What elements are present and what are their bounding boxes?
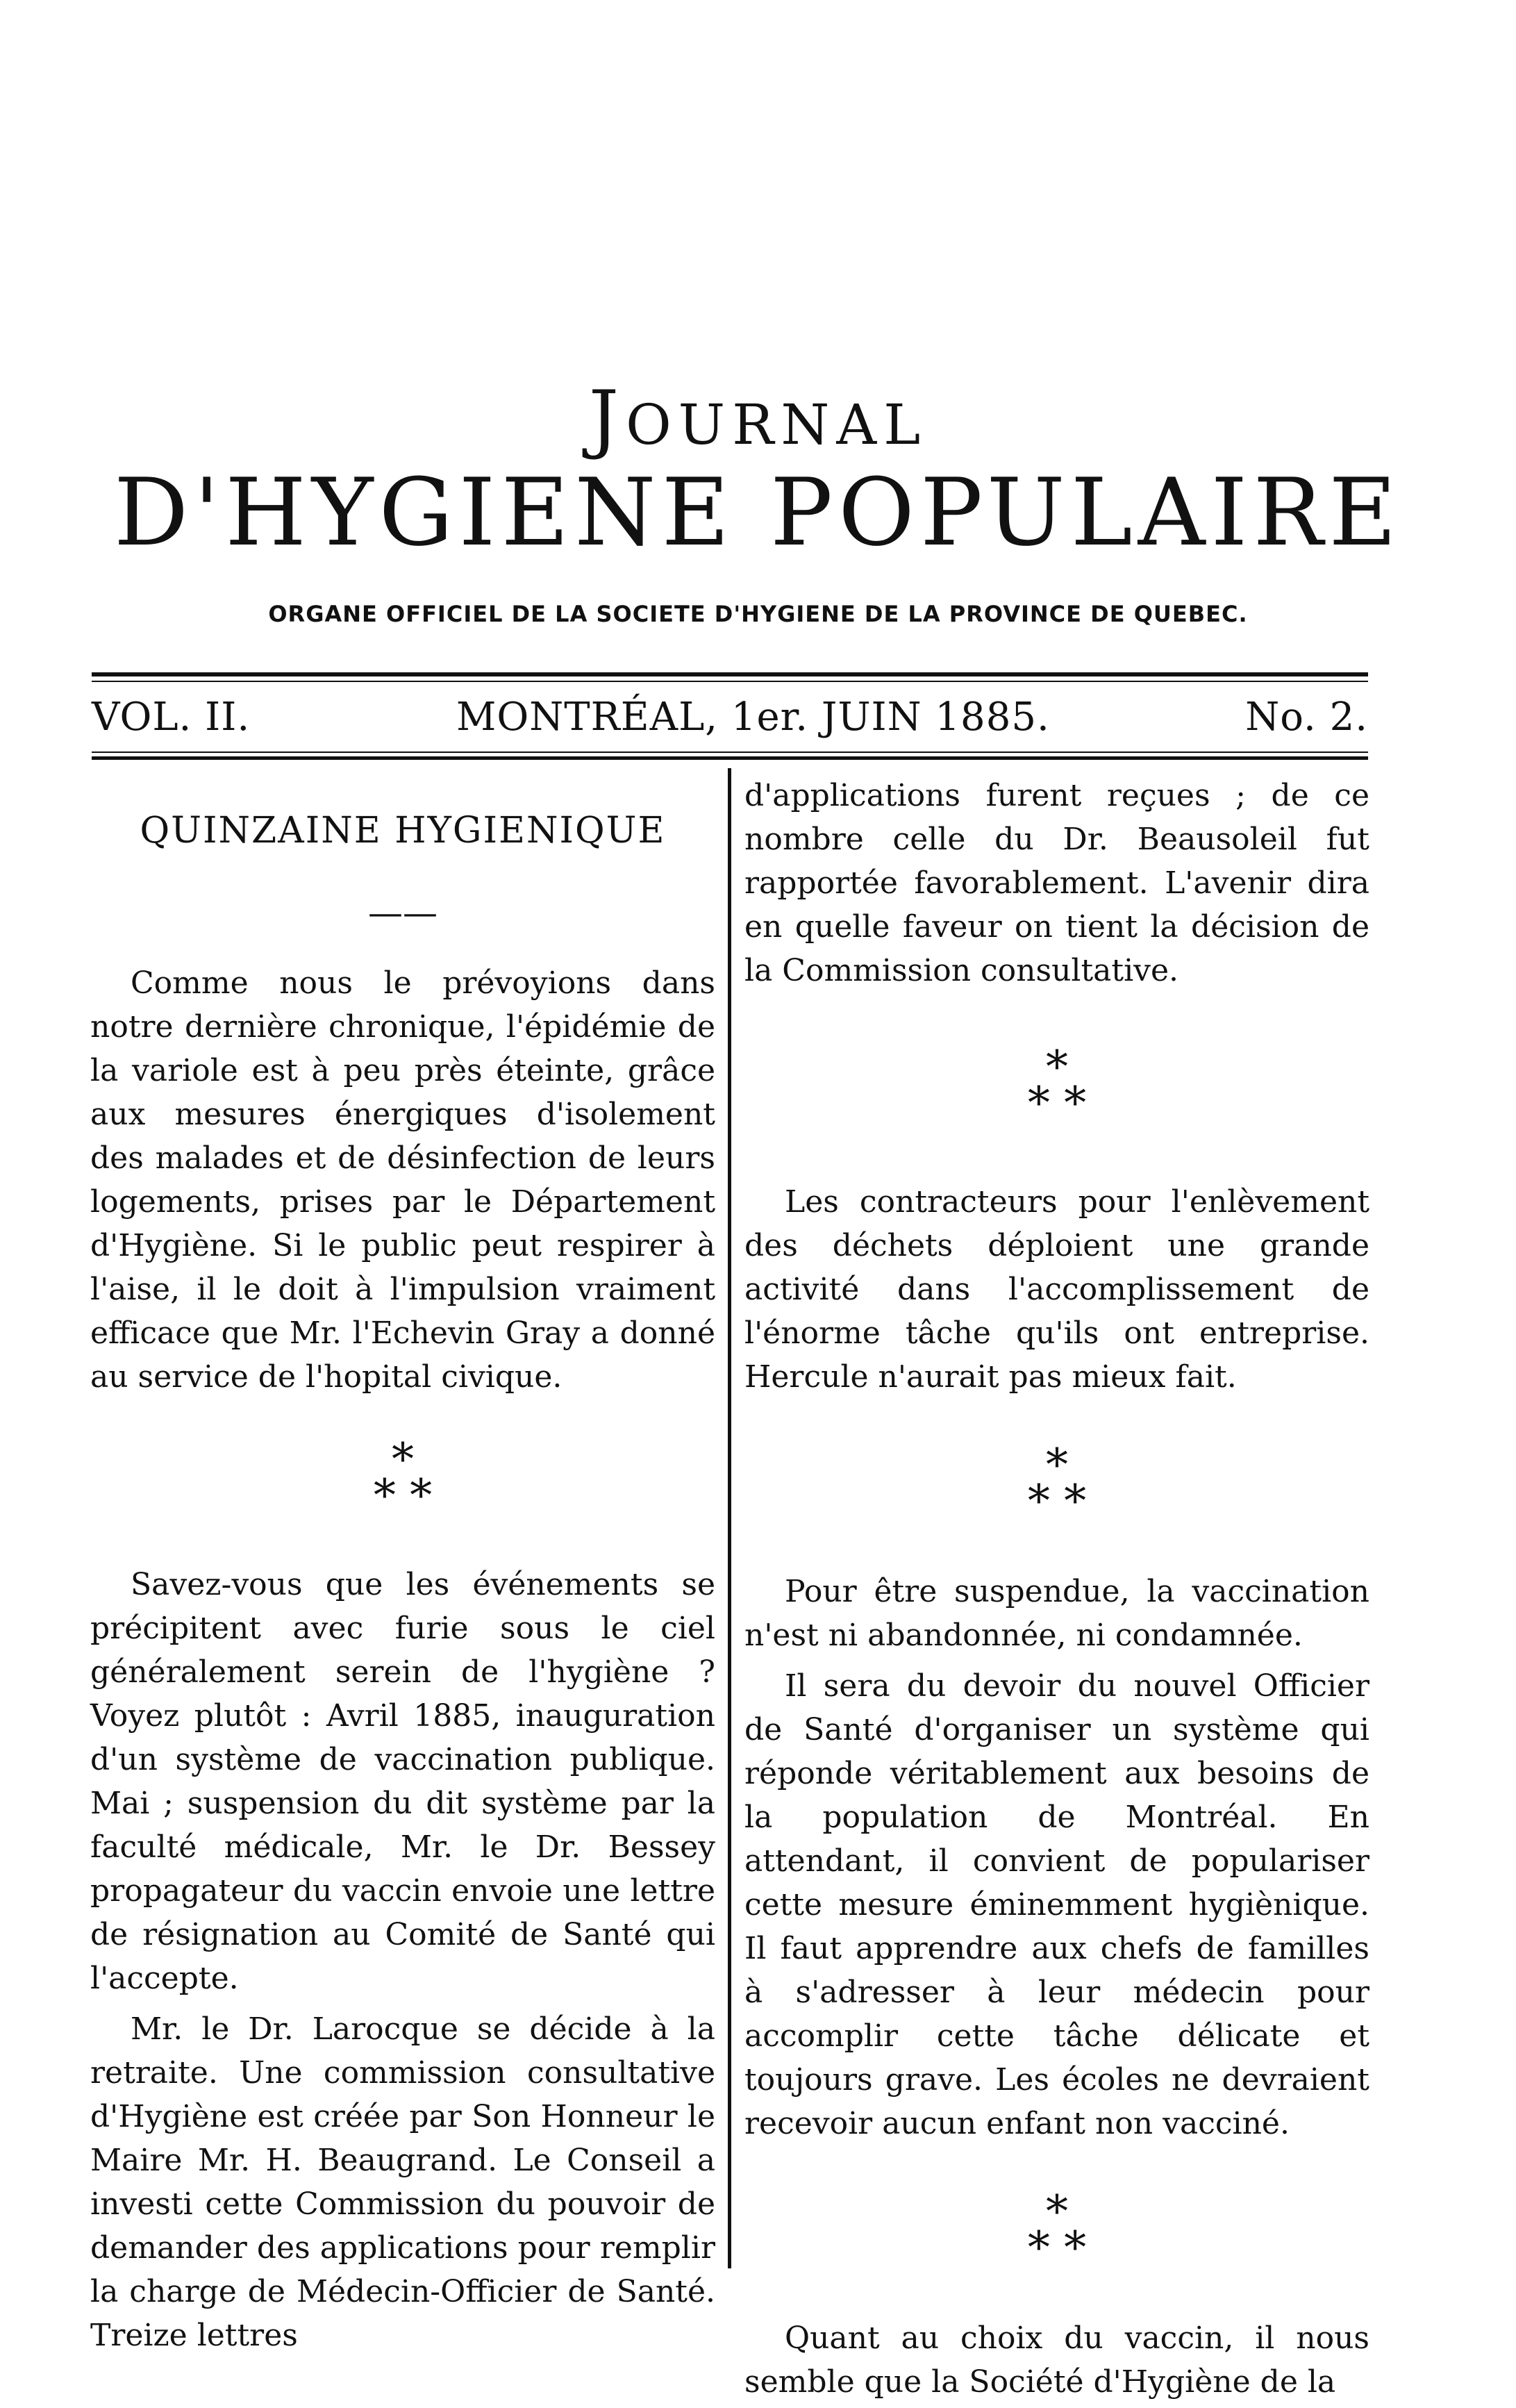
header-rule-top-thick — [92, 672, 1368, 676]
journal-name — [0, 375, 1516, 462]
issue-number: No. 2. — [1245, 695, 1368, 740]
header-rule-top-thin — [92, 681, 1368, 682]
asterism-left: * * * — [373, 1434, 433, 1522]
asterism-right-1: * * * — [1027, 1042, 1087, 1129]
column-divider — [728, 768, 731, 2268]
left-column — [90, 771, 715, 2357]
right-paragraph-5: Quant au choix du vaccin, il nous semble que la Société d'Hygiène de la — [744, 2320, 1369, 2400]
header-rule-bottom-thick — [92, 756, 1368, 760]
header-rule-bottom-thin — [92, 752, 1368, 753]
right-paragraph-1: d'applications furent reçues ; de ce nombre celle du Dr. Beausoleil fut rapportée favorablement. L'avenir dira en quelle faveur on tient la décision de la Commission consultative. — [744, 778, 1369, 988]
left-paragraph-2: Savez-vous que les événements se précipitent avec furie sous le ciel généralement serein de l'hygiène ? Voyez plutôt : Avril 1885, inauguration d'un système de vaccination publique. Mai ; suspension du dit système par la faculté médicale, Mr. le Dr. Bessey propagateur du vaccin envoie une lettre de résignation au Comité de Santé qui l'accepte. — [90, 1567, 715, 1996]
left-paragraph-1: Comme nous le prévoyions dans notre dernière chronique, l'épidémie de la variole est à peu près éteinte, grâce aux mesures énergiques d'isolement des malades et de désinfection de leurs logements, prises par le Département d'Hygiène. Si le public peut respirer à l'aise, il le doit à l'impulsion vraiment efficace que Mr. l'Echevin Gray a donné au service de l'hopital civique. — [90, 965, 715, 1395]
right-paragraph-2: Les contracteurs pour l'enlèvement des déchets déploient une grande activité dans l'accomplissement de l'énorme tâche qu'ils ont entreprise. Hercule n'aurait pas mieux fait. — [744, 1184, 1369, 1395]
section-heading: QUINZAINE HYGIENIQUE — [140, 810, 666, 852]
left-paragraph-3: Mr. le Dr. Larocque se décide à la retraite. Une commission consultative d'Hygiène est créée par Son Honneur le Maire Mr. H. Beaugrand. Le Conseil a investi cette Commission du pouvoir de demander des applications pour remplir la charge de Médecin-Officier de Santé. Treize lettres — [90, 2011, 715, 2353]
organ-subtitle: ORGANE OFFICIEL DE LA SOCIETE D'HYGIENE DE LA PROVINCE DE QUEBEC. — [268, 601, 1248, 627]
journal-name-initial: J — [588, 375, 626, 462]
journal-name-rest: OURNAL — [626, 392, 928, 457]
right-column — [744, 771, 1369, 2404]
journal-title: D'HYGIENE POPULAIRE — [113, 458, 1403, 567]
right-paragraph-4: Il sera du devoir du nouvel Officier de Santé d'organiser un système qui réponde véritablement aux besoins de la population de Montréal. En attendant, il convient de populariser cette mesure éminemment hygiènique. Il faut apprendre aux chefs de familles à s'adresser à leur médecin pour accomplir cette tâche délicate et toujours grave. Les écoles ne devraient recevoir aucun enfant non vacciné. — [744, 1668, 1369, 2141]
right-paragraph-3: Pour être suspendue, la vaccination n'est ni abandonnée, ni condamnée. — [744, 1574, 1369, 1653]
asterism-right-3: * * * — [1027, 2186, 1087, 2274]
issue-date: MONTRÉAL, 1er. JUIN 1885. — [456, 695, 1050, 740]
asterism-right-2: * * * — [1027, 1440, 1087, 1527]
volume-label: VOL. II. — [92, 695, 251, 740]
heading-dash: —— — [368, 892, 438, 933]
